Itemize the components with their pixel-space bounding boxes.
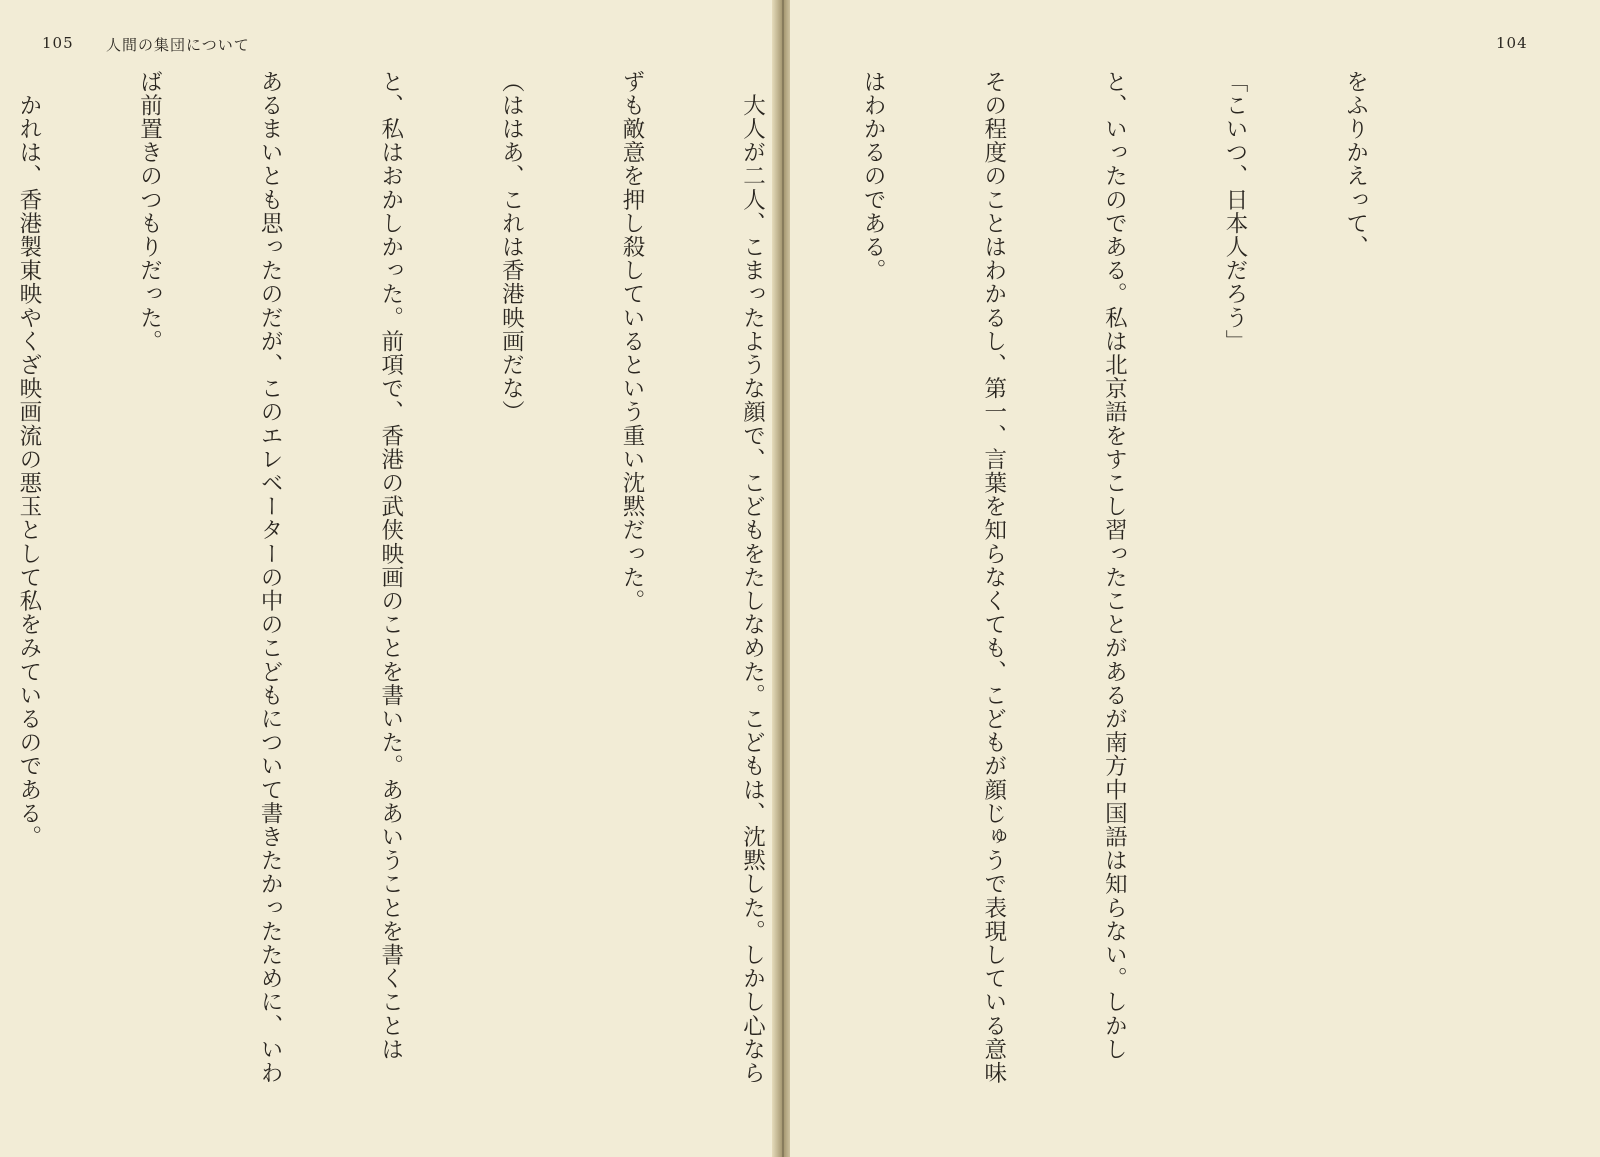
text-line: と、いったのである。私は北京語をすこし習ったことがあるが南方中国語は知らない。しかし [1101,70,1128,1062]
text-line: ば前置きのつもりだった。 [136,70,163,354]
page-number-left: 105 [42,34,74,52]
text-line: ずも敵意を押し殺しているという重い沈黙だった。 [618,70,645,613]
text-line: をふりかえって、 [1342,70,1369,259]
text-line: と、私はおかしかった。前項で、香港の武侠映画のことを書いた。ああいうことを書くことは [377,70,404,1062]
text-line: あるまいとも思ったのだが、このエレベーターの中のこどもについて書きたかったために、いわ [257,70,284,1085]
page-number-right: 104 [1496,34,1528,52]
text-line: 「こいつ、日本人だろう」 [1221,70,1248,354]
text-line: はわかるのである。 [860,70,887,283]
running-title: 人間の集団について [106,36,250,54]
text-line: （ははあ、これは香港映画だな） [498,70,525,424]
right-page-body [15,70,1456,1110]
text-line: その程度のことはわかるし、第一、言葉を知らなくても、こどもが顔じゅうで表現している意味 [980,70,1007,1085]
text-line: かれは、香港製東映やくざ映画流の悪玉として私をみているのである。 [15,70,42,849]
text-line: 大人が二人、こまったような顔で、こどもをたしなめた。こどもは、沈黙した。しかし心なら [739,70,766,1085]
